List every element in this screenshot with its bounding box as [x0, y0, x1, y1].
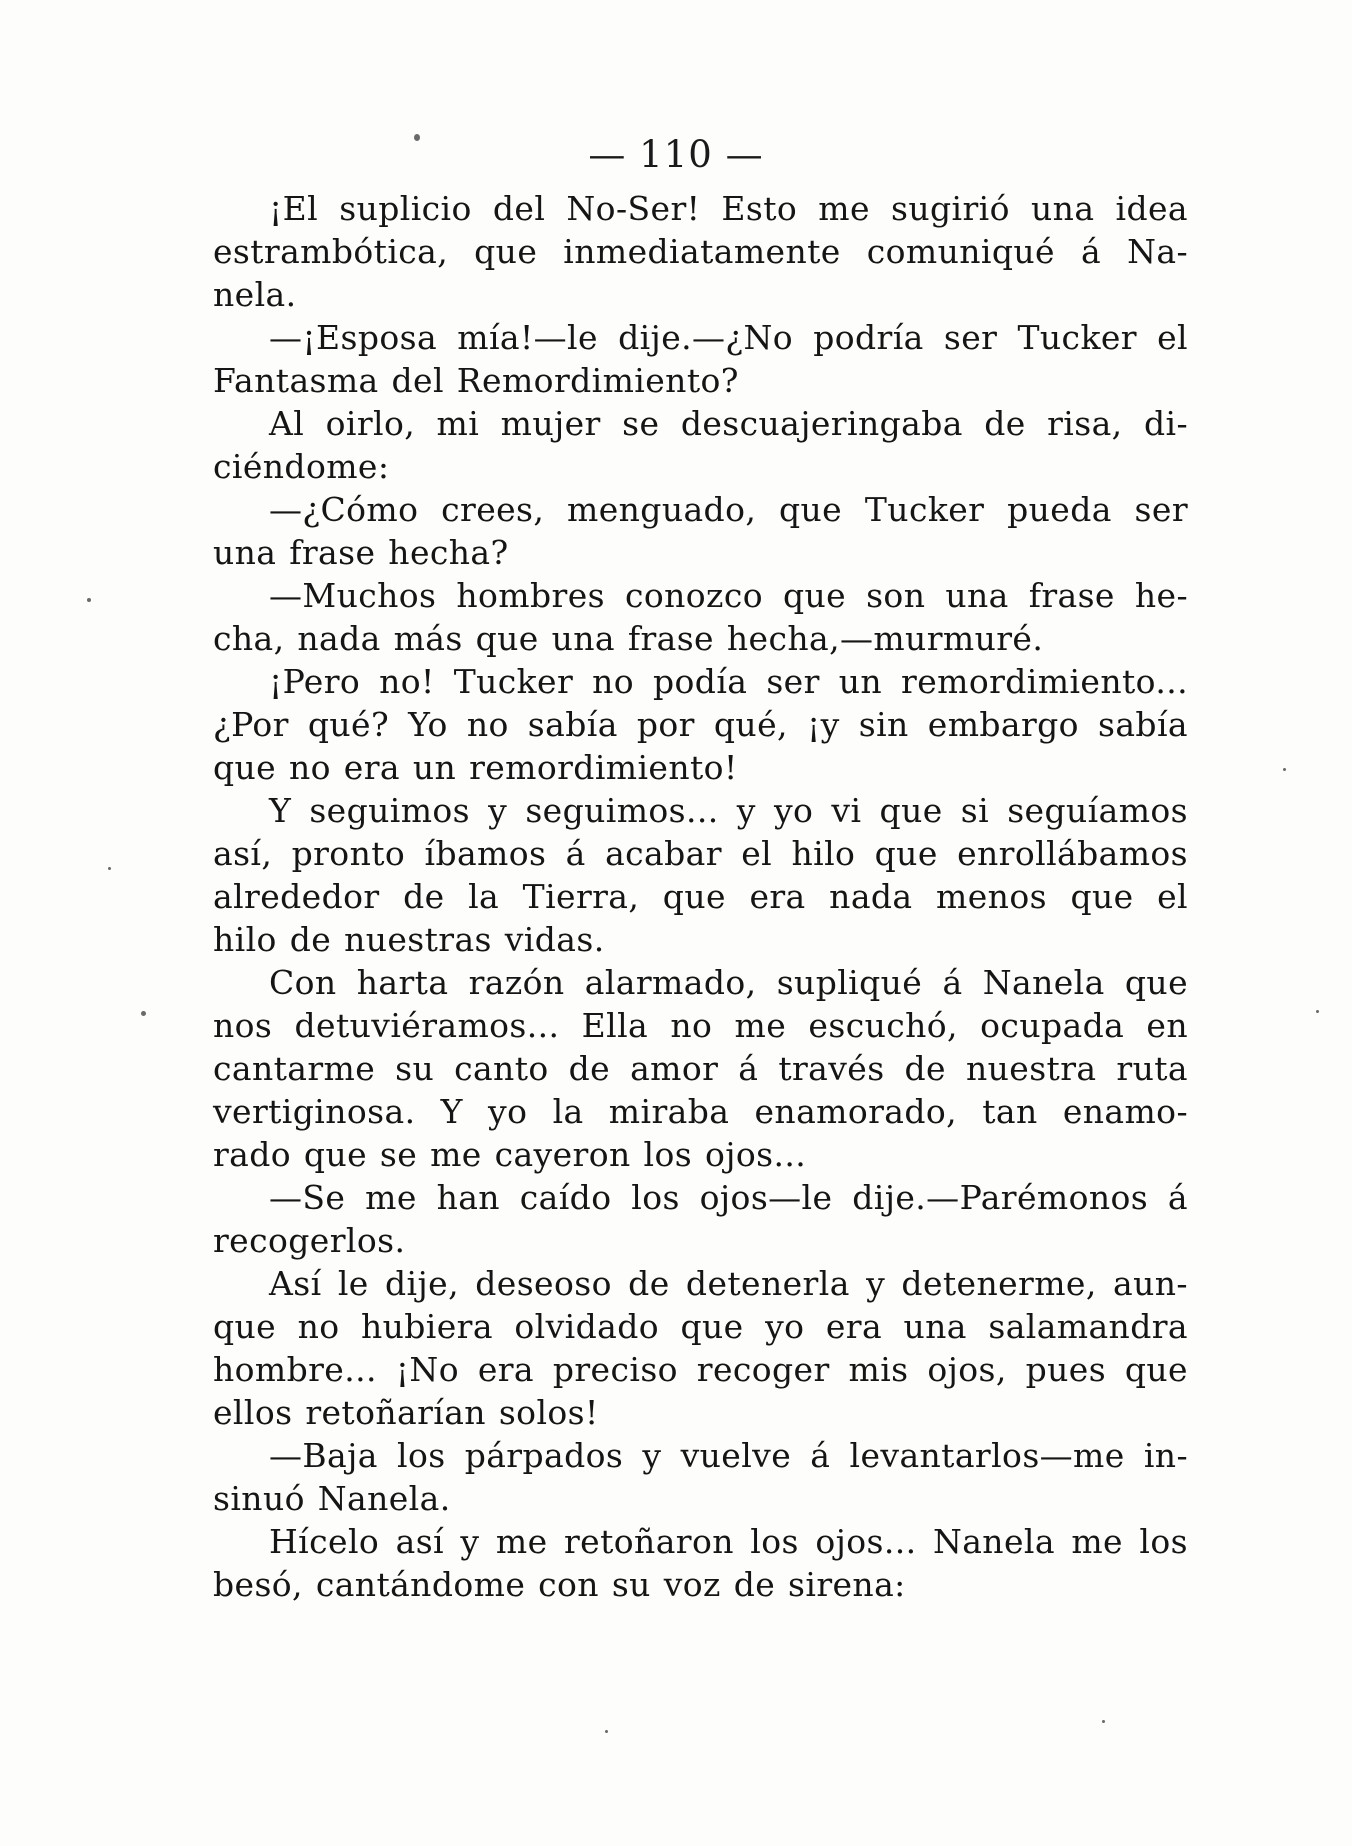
text-line: ¿Por qué? Yo no sabía por qué, ¡y sin embargo sabía	[213, 705, 1188, 744]
text-line: sinuó Nanela.	[213, 1479, 451, 1518]
text-line: alrededor de la Tierra, que era nada menos que el	[213, 877, 1188, 916]
scan-speck	[1102, 1720, 1105, 1723]
scan-speck	[1316, 1010, 1319, 1013]
text-line: Con harta razón alarmado, supliqué á Nanela que	[269, 963, 1188, 1002]
text-line: hombre... ¡No era preciso recoger mis ojos, pues que	[213, 1350, 1188, 1389]
text-line: Al oirlo, mi mujer se descuajeringaba de risa, di-	[269, 404, 1188, 443]
text-line: una frase hecha?	[213, 533, 509, 572]
text-line: cha, nada más que una frase hecha,—murmuré.	[213, 619, 1044, 658]
text-line: —¿Cómo crees, menguado, que Tucker pueda ser	[269, 490, 1188, 529]
text-line: Y seguimos y seguimos... y yo vi que si seguíamos	[269, 791, 1188, 830]
text-line: —Muchos hombres conozco que son una frase he-	[269, 576, 1188, 615]
text-line: ¡Pero no! Tucker no podía ser un remordimiento...	[269, 662, 1188, 701]
paragraph	[213, 961, 1188, 1176]
text-line: ¡El suplicio del No-Ser! Esto me sugirió una idea	[269, 189, 1188, 228]
text-line: —¡Esposa mía!—le dije.—¿No podría ser Tucker el	[269, 318, 1188, 357]
text-line: nos detuviéramos... Ella no me escuchó, ocupada en	[213, 1006, 1188, 1045]
page-number: — 110 —	[588, 133, 764, 176]
scan-speck	[141, 1011, 146, 1016]
text-line: hilo de nuestras vidas.	[213, 920, 605, 959]
text-line: Así le dije, deseoso de detenerla y detenerme, aun-	[269, 1264, 1188, 1303]
text-line: que no hubiera olvidado que yo era una salamandra	[213, 1307, 1188, 1346]
text-line: rado que se me cayeron los ojos...	[213, 1135, 807, 1174]
scan-speck	[1283, 768, 1286, 771]
scan-speck	[87, 598, 91, 602]
text-line: —Se me han caído los ojos—le dije.—Parémonos á	[269, 1178, 1188, 1217]
scan-speck	[108, 867, 111, 870]
text-line: ciéndome:	[213, 447, 390, 486]
text-line: ellos retoñarían solos!	[213, 1393, 599, 1432]
body-text	[213, 187, 1188, 1606]
paragraph	[213, 1262, 1188, 1434]
text-line: cantarme su canto de amor á través de nuestra ruta	[213, 1049, 1188, 1088]
text-line: recogerlos.	[213, 1221, 406, 1260]
text-line: que no era un remordimiento!	[213, 748, 738, 787]
paragraph	[213, 789, 1188, 961]
text-line: así, pronto íbamos á acabar el hilo que enrollábamos	[213, 834, 1188, 873]
text-line: nela.	[213, 275, 297, 314]
scan-speck	[605, 1730, 608, 1733]
paragraph	[213, 574, 1188, 660]
text-line: —Baja los párpados y vuelve á levantarlos—me in-	[269, 1436, 1188, 1475]
paragraph	[213, 402, 1188, 488]
paragraph	[213, 316, 1188, 402]
paragraph	[213, 660, 1188, 789]
text-line: besó, cantándome con su voz de sirena:	[213, 1565, 906, 1604]
text-line: Hícelo así y me retoñaron los ojos... Nanela me los	[269, 1522, 1188, 1561]
text-line: estrambótica, que inmediatamente comuniqué á Na-	[213, 232, 1188, 271]
text-line: Fantasma del Remordimiento?	[213, 361, 739, 400]
paragraph	[213, 187, 1188, 316]
paragraph	[213, 1176, 1188, 1262]
text-line: vertiginosa. Y yo la miraba enamorado, tan enamo-	[213, 1092, 1188, 1131]
paragraph	[213, 488, 1188, 574]
paragraph	[213, 1434, 1188, 1520]
paragraph	[213, 1520, 1188, 1606]
